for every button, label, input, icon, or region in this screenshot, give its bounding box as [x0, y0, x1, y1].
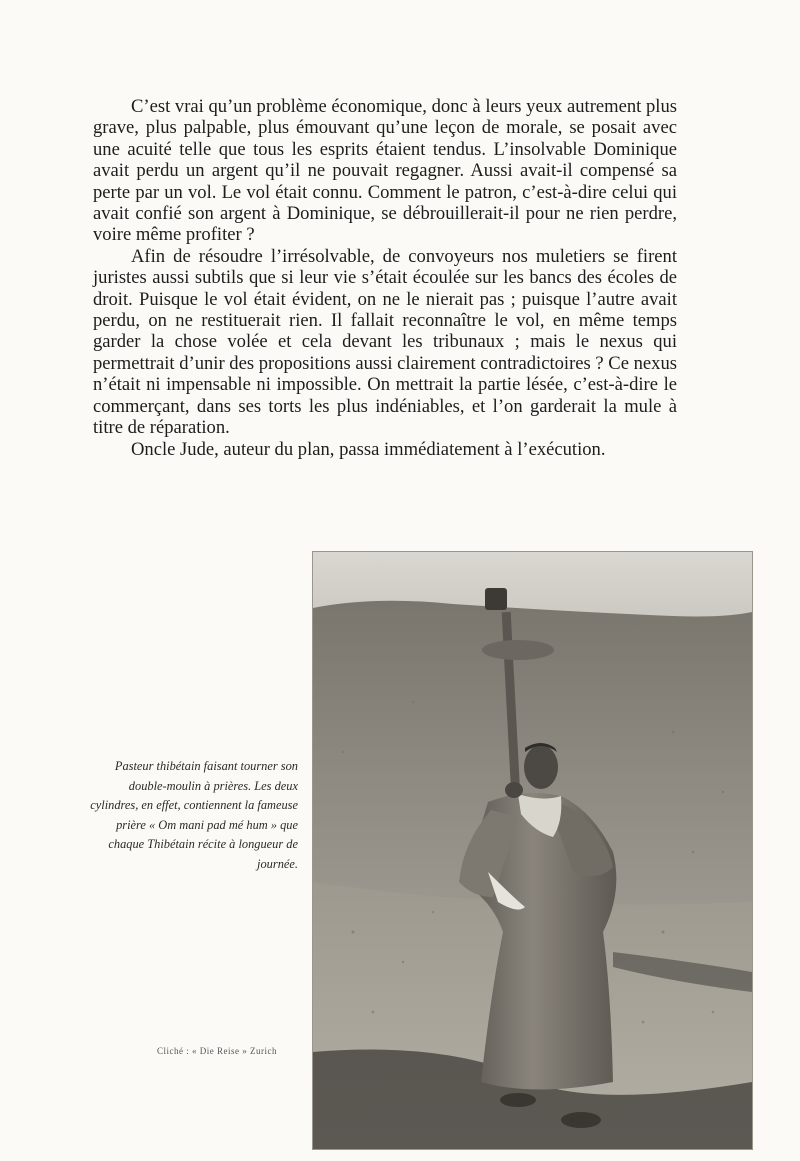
- paragraph-2: Afin de résoudre l’irrésolvable, de convoyeurs nos muletiers se firent juristes aussi subtils que si leur vie s’était écoulée sur les bancs des écoles de droit. Puisque le vol était évident, on ne le nierait pas ; puisque l’autre avait perdu, on ne restituerait rien. Il fallait reconnaître le vol, en même temps garder la chose volée et cela devant les tribunaux ; mais le nexus qui permettrait d’unir des propositions aussi clairement contradictoires ? Ce nexus n’était ni impensable ni impossible. On mettrait la partie lésée, c’est-à-dire le commerçant, dans ses torts les plus indéniables, et l’on garderait la mule à titre de réparation.: [93, 245, 677, 439]
- photo-credit: Cliché : « Die Reise » Zurich: [157, 1046, 277, 1056]
- tibetan-herder-photo: [313, 552, 752, 1149]
- photo-caption: Pasteur thibétain faisant tourner son double-moulin à prières. Les deux cylindres, en effet, contiennent la fameuse prière « Om mani pad mé hum » que chaque Thibétain récite à longueur de journée.: [90, 759, 298, 871]
- body-text: [93, 96, 677, 460]
- paragraph-3: Oncle Jude, auteur du plan, passa immédiatement à l’exécution.: [131, 438, 606, 460]
- photograph: [312, 551, 753, 1150]
- paragraph-1: C’est vrai qu’un problème économique, donc à leurs yeux autrement plus grave, plus palpable, plus émouvant qu’une leçon de morale, se posait avec une acuité telle que tous les esprits étaient tendus. L’insolvable Dominique avait perdu un argent qu’il ne pouvait regagner. Aussi avait-il compensé sa perte par un vol. Le vol était connu. Comment le patron, c’est-à-dire celui qui avait confié son argent à Dominique, se débrouillerait-il pour ne rien perdre, voire même profiter ?: [93, 96, 677, 246]
